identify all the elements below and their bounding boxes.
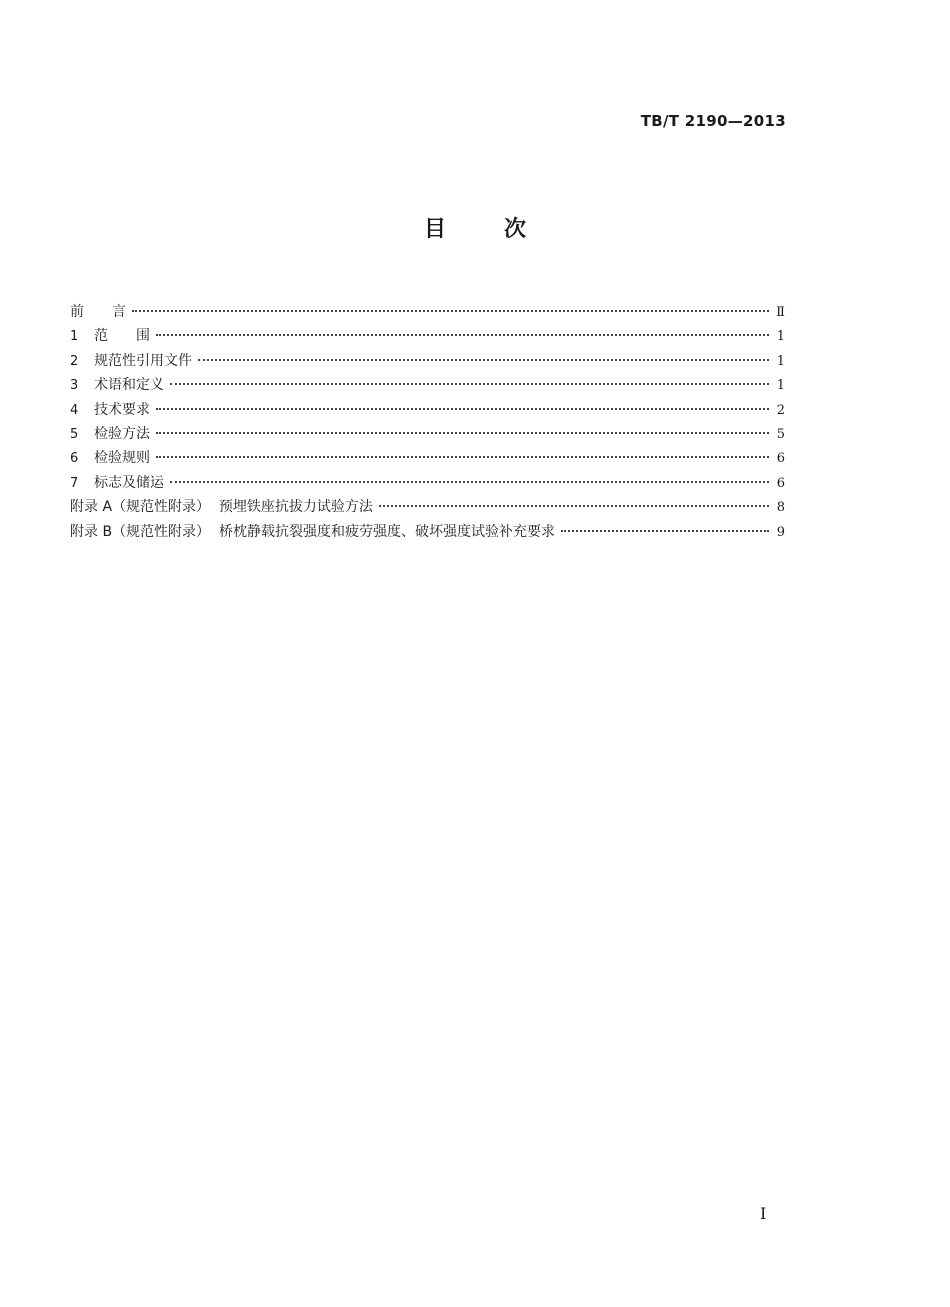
- toc-leader-dots: [156, 408, 769, 410]
- toc-entry-page: Ⅱ: [776, 305, 785, 320]
- toc-entry-inspection-rules[interactable]: [70, 448, 785, 472]
- toc-entry-label: 技术要求: [94, 401, 150, 418]
- toc-entry-number: 5: [70, 426, 79, 442]
- toc-entry-number: 2: [70, 353, 79, 369]
- toc-leader-dots: [379, 505, 769, 507]
- toc-entry-label: 标志及储运: [94, 474, 164, 491]
- toc-entry-label: 规范性引用文件: [94, 352, 192, 369]
- toc-entry-page: 8: [776, 500, 785, 516]
- toc-entry-label: 附录 B（规范性附录） 桥枕静载抗裂强度和疲劳强度、破坏强度试验补充要求: [70, 523, 555, 540]
- toc-entry-page: 2: [776, 402, 785, 418]
- toc-entry-annex-a[interactable]: [70, 497, 785, 521]
- table-of-contents: [70, 302, 785, 546]
- toc-entry-number: 4: [70, 402, 79, 418]
- toc-entry-number: 3: [70, 378, 79, 394]
- toc-title: 目次: [423, 217, 584, 242]
- toc-leader-dots: [132, 310, 769, 312]
- toc-entry-label: 术语和定义: [94, 377, 164, 394]
- toc-entry-page: 5: [776, 426, 785, 442]
- toc-leader-dots: [170, 481, 769, 483]
- toc-leader-dots: [156, 456, 769, 458]
- toc-entry-page: 6: [776, 451, 785, 467]
- toc-entry-number: 6: [70, 451, 79, 467]
- toc-entry-technical-requirements[interactable]: [70, 400, 785, 424]
- toc-leader-dots: [561, 530, 769, 532]
- toc-entry-page: 1: [776, 353, 785, 369]
- toc-entry-label: 附录 A（规范性附录） 预埋铁座抗拔力试验方法: [70, 499, 373, 516]
- toc-entry-number: 7: [70, 475, 79, 491]
- toc-entry-terms-definitions[interactable]: [70, 375, 785, 399]
- toc-entry-label: 检验规则: [94, 450, 150, 467]
- toc-entry-marking-storage[interactable]: [70, 473, 785, 497]
- toc-entry-label: 前 言: [70, 304, 126, 320]
- toc-entry-test-methods[interactable]: [70, 424, 785, 448]
- toc-entry-annex-b[interactable]: [70, 522, 785, 546]
- toc-entry-preface[interactable]: [70, 302, 785, 326]
- page-number: I: [760, 1204, 767, 1223]
- toc-leader-dots: [156, 334, 769, 336]
- toc-entry-scope[interactable]: [70, 326, 785, 350]
- toc-entry-label: 检验方法: [94, 425, 150, 442]
- standard-number: TB/T 2190—2013: [640, 112, 786, 130]
- toc-leader-dots: [170, 383, 769, 385]
- toc-entry-normative-references[interactable]: [70, 351, 785, 375]
- toc-entry-page: 1: [776, 329, 785, 345]
- toc-entry-page: 1: [776, 378, 785, 394]
- toc-entry-page: 9: [776, 524, 785, 540]
- toc-entry-label: 范 围: [94, 328, 150, 345]
- toc-leader-dots: [156, 432, 769, 434]
- toc-entry-page: 6: [776, 475, 785, 491]
- toc-entry-number: 1: [70, 329, 79, 345]
- toc-leader-dots: [198, 359, 769, 361]
